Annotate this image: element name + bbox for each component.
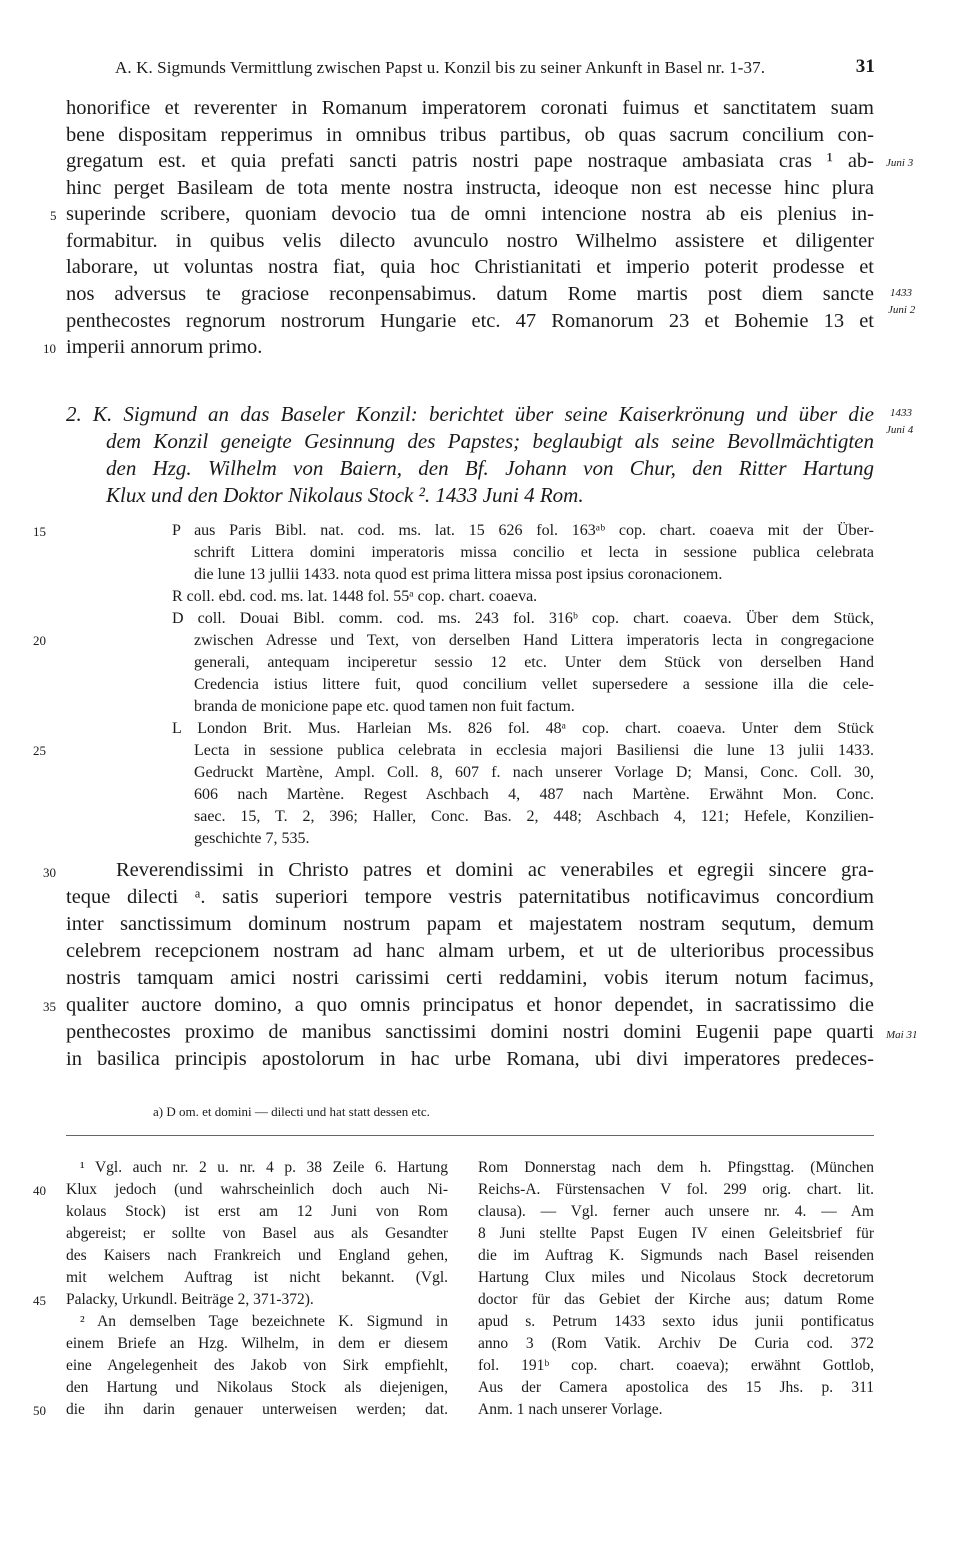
apparatus-line: die lune 13 jullii 1433. nota quod est prima littera missa post ipsius coronacionem.: [194, 566, 723, 583]
apparatus-line: generali, antequam inciperetur sessio 12 etc. Unter dem Stück von derselben Hand: [194, 654, 874, 671]
text-line: in basilica principis apostolorum in hac urbe Romana, ubi divi imperatores predeces-: [66, 1048, 874, 1070]
running-title: A. K. Sigmunds Vermittlung zwischen Papst u. Konzil bis zu seiner Ankunft in Basel nr. 1-37.: [115, 58, 766, 77]
running-header: [115, 58, 875, 78]
line-number: 5: [50, 208, 57, 223]
line-number: 45: [33, 1293, 46, 1308]
line-number: 25: [33, 743, 46, 758]
footnote-line: kolaus Stock) ist erst am 12 Juni von Rom: [66, 1203, 448, 1220]
margin-date-note: Juni 3: [886, 157, 914, 169]
footnote-line: die im Auftrag K. Sigmunds nach Basel reisenden: [478, 1247, 874, 1264]
footnote-line: einem Briefe an Hzg. Wilhelm, in dem er diesem: [66, 1335, 448, 1352]
footnote-line: clausa). — Vgl. ferner auch unsere nr. 4. — Am: [478, 1203, 874, 1220]
apparatus-line: L London Brit. Mus. Harleian Ms. 826 fol. 48ᵃ cop. chart. coaeva. Unter dem Stück: [172, 720, 874, 737]
margin-date-note: 1433: [890, 287, 912, 299]
footnote-line: apud s. Petrum 1433 sexto idus junii pontificatus: [478, 1313, 874, 1330]
line-number: 40: [33, 1183, 46, 1198]
footnote-line: abgereist; er sollte von Basel aus als Gesandter: [66, 1225, 448, 1242]
text-line: penthecostes proximo de manibus sanctissimi domini nostri domini Eugenii pape quarti: [66, 1021, 874, 1043]
footnote-line: mit welchem Auftrag ist nicht bekannt. (Vgl.: [66, 1269, 448, 1286]
text-line: imperii annorum primo.: [66, 336, 263, 358]
apparatus-line: P aus Paris Bibl. nat. cod. ms. lat. 15 626 fol. 163ᵃᵇ cop. chart. coaeva mit der Über-: [172, 522, 874, 539]
footnote-separator: [66, 1135, 874, 1136]
footnote-line: ² An demselben Tage bezeichnete K. Sigmund in: [80, 1313, 448, 1330]
margin-date-note: Mai 31: [886, 1029, 918, 1041]
footnote-line: den Hartung und Nikolaus Stock als diejenigen,: [66, 1379, 448, 1396]
footnote-line: fol. 191ᵇ cop. chart. coaeva); erwähnt Gottlob,: [478, 1357, 874, 1374]
text-line: gregatum est. et quia prefati sancti patris nostri pape nostraque ambasiata cras ¹ ab-: [66, 150, 874, 172]
footnote-line: Rom Donnerstag nach dem h. Pfingsttag. (München: [478, 1159, 874, 1176]
text-line: nos adversus te graciose reconpensabimus. datum Rome martis post diem sancte: [66, 283, 874, 305]
line-number: 35: [43, 999, 56, 1014]
text-line: hinc perget Basileam de tota mente nostra instructa, ideoque non est necesse hinc plura: [66, 177, 874, 199]
footnote-line: Aus der Camera apostolica des 15 Jhs. p. 311: [478, 1379, 874, 1396]
rubric-line: Klux und den Doktor Nikolaus Stock ². 1433 Juni 4 Rom.: [106, 483, 584, 507]
apparatus-line: schrift Littera domini imperatoris missa concilio et lecta in sessione publica celebrata: [194, 544, 874, 561]
text-line: qualiter auctore domino, a quo omnis principatus et honor dependet, in sacratissimo die: [66, 994, 874, 1016]
line-number: 10: [43, 341, 56, 356]
page-number: 31: [855, 56, 875, 77]
apparatus-line: geschichte 7, 535.: [194, 830, 310, 847]
footnote-line: des Kaisers nach Frankreich und England gehen,: [66, 1247, 448, 1264]
line-number: 20: [33, 633, 46, 648]
text-line: formabitur. in quibus velis dilecto avunculo nostro Wilhelmo assistere et diligenter: [66, 230, 874, 252]
footnote-line: die ihn darin genauer unterweisen werden; dat.: [66, 1401, 448, 1418]
text-line: Reverendissimi in Christo patres et domini ac venerabiles et egregii sincere gra-: [116, 859, 874, 881]
apparatus-line: Gedruckt Martène, Ampl. Coll. 8, 607 f. nach unserer Vorlage D; Mansi, Conc. Coll. 30,: [194, 764, 874, 781]
footnote-line: Hartung Clux miles und Nicolaus Stock decretorum: [478, 1269, 874, 1286]
text-line: laborare, ut voluntas nostra fiat, quia hoc Christianitati et imperio poterit prodesse et: [66, 256, 874, 278]
apparatus-line: zwischen Adresse und Text, von derselben Hand Littera imperatoris lecta in congregacione: [194, 632, 874, 649]
apparatus-line: D coll. Douai Bibl. comm. cod. ms. 243 fol. 316ᵇ cop. chart. coaeva. Über dem Stück,: [172, 610, 874, 627]
variant-note: a) D om. et domini — dilecti und hat statt dessen etc.: [153, 1104, 430, 1119]
text-line: inter sanctissimum dominum nostrum papam et majestatem nostram sequtum, demum: [66, 913, 874, 935]
footnote-line: ¹ Vgl. auch nr. 2 u. nr. 4 p. 38 Zeile 6. Hartung: [80, 1159, 448, 1176]
text-line: nostris tamquam amici nostri carissimi certi reddamini, vobis iterum notum facimus,: [66, 967, 874, 989]
text-line: superinde scribere, quoniam devocio tua de omni intencione nostra ab eis plenius in-: [66, 203, 874, 225]
text-line: teque dilecti ᵃ. satis superiori tempore vestris paternitatibus notificavimus concordium: [66, 886, 874, 908]
apparatus-line: R coll. ebd. cod. ms. lat. 1448 fol. 55ᵃ cop. chart. coaeva.: [172, 588, 538, 605]
apparatus-line: Credencia istius littere fuit, quod concilium vellet supersedere a sessione illa die cele-: [194, 676, 874, 693]
text-line: celebrem recepcionem nostram ad hanc almam urbem, et ut de ulterioribus processibus: [66, 940, 874, 962]
footnote-line: anno 3 (Rom Vatik. Archiv De Curia cod. 372: [478, 1335, 874, 1352]
footnote-line: Anm. 1 nach unserer Vorlage.: [478, 1401, 663, 1418]
text-line: bene dispositam repperimus in omnibus tribus partibus, ob quas sacrum concilium con-: [66, 124, 874, 146]
rubric-line: 2. K. Sigmund an das Baseler Konzil: berichtet über seine Kaiserkrönung und über die: [66, 402, 874, 426]
footnote-line: Reichs-A. Fürstensachen V fol. 299 orig. chart. lit.: [478, 1181, 874, 1198]
apparatus-line: saec. 15, T. 2, 396; Haller, Conc. Bas. 2, 448; Aschbach 4, 121; Hefele, Konzilien-: [194, 808, 874, 825]
footnote-line: doctor für das Gebiet der Kirche aus; datum Rome: [478, 1291, 874, 1308]
rubric-line: den Hzg. Wilhelm von Baiern, den Bf. Johann von Chur, den Ritter Hartung: [106, 456, 874, 480]
apparatus-line: branda de monicione pape etc. quod tamen non fuit factum.: [194, 698, 575, 715]
margin-date-note: 1433: [890, 407, 912, 419]
margin-date-note: Juni 2: [888, 304, 916, 316]
rubric-line: dem Konzil geneigte Gesinnung des Papstes; beglaubigt als seine Bevollmächtigten: [106, 429, 874, 453]
line-number: 15: [33, 524, 46, 539]
footnote-line: Klux jedoch (und wahrscheinlich doch auch Ni-: [66, 1181, 448, 1198]
footnote-line: eine Angelegenheit des Jakob von Sirk empfiehlt,: [66, 1357, 448, 1374]
text-line: penthecostes regnorum nostrorum Hungarie etc. 47 Romanorum 23 et Bohemie 13 et: [66, 310, 874, 332]
text-line: honorifice et reverenter in Romanum imperatorem coronati fuimus et sanctitatem suam: [66, 97, 874, 119]
line-number: 50: [33, 1403, 46, 1418]
line-number: 30: [43, 865, 56, 880]
margin-date-note: Juni 4: [886, 424, 914, 436]
apparatus-line: 606 nach Martène. Regest Aschbach 4, 487 nach Martène. Erwähnt Mon. Conc.: [194, 786, 874, 803]
footnote-line: 8 Juni stellte Papst Eugen IV einen Geleitsbrief für: [478, 1225, 874, 1242]
footnote-line: Palacky, Urkundl. Beiträge 2, 371-372).: [66, 1291, 314, 1308]
apparatus-line: Lecta in sessione publica celebrata in ecclesia majori Basiliensi die lune 13 julii 1433.: [194, 742, 874, 759]
